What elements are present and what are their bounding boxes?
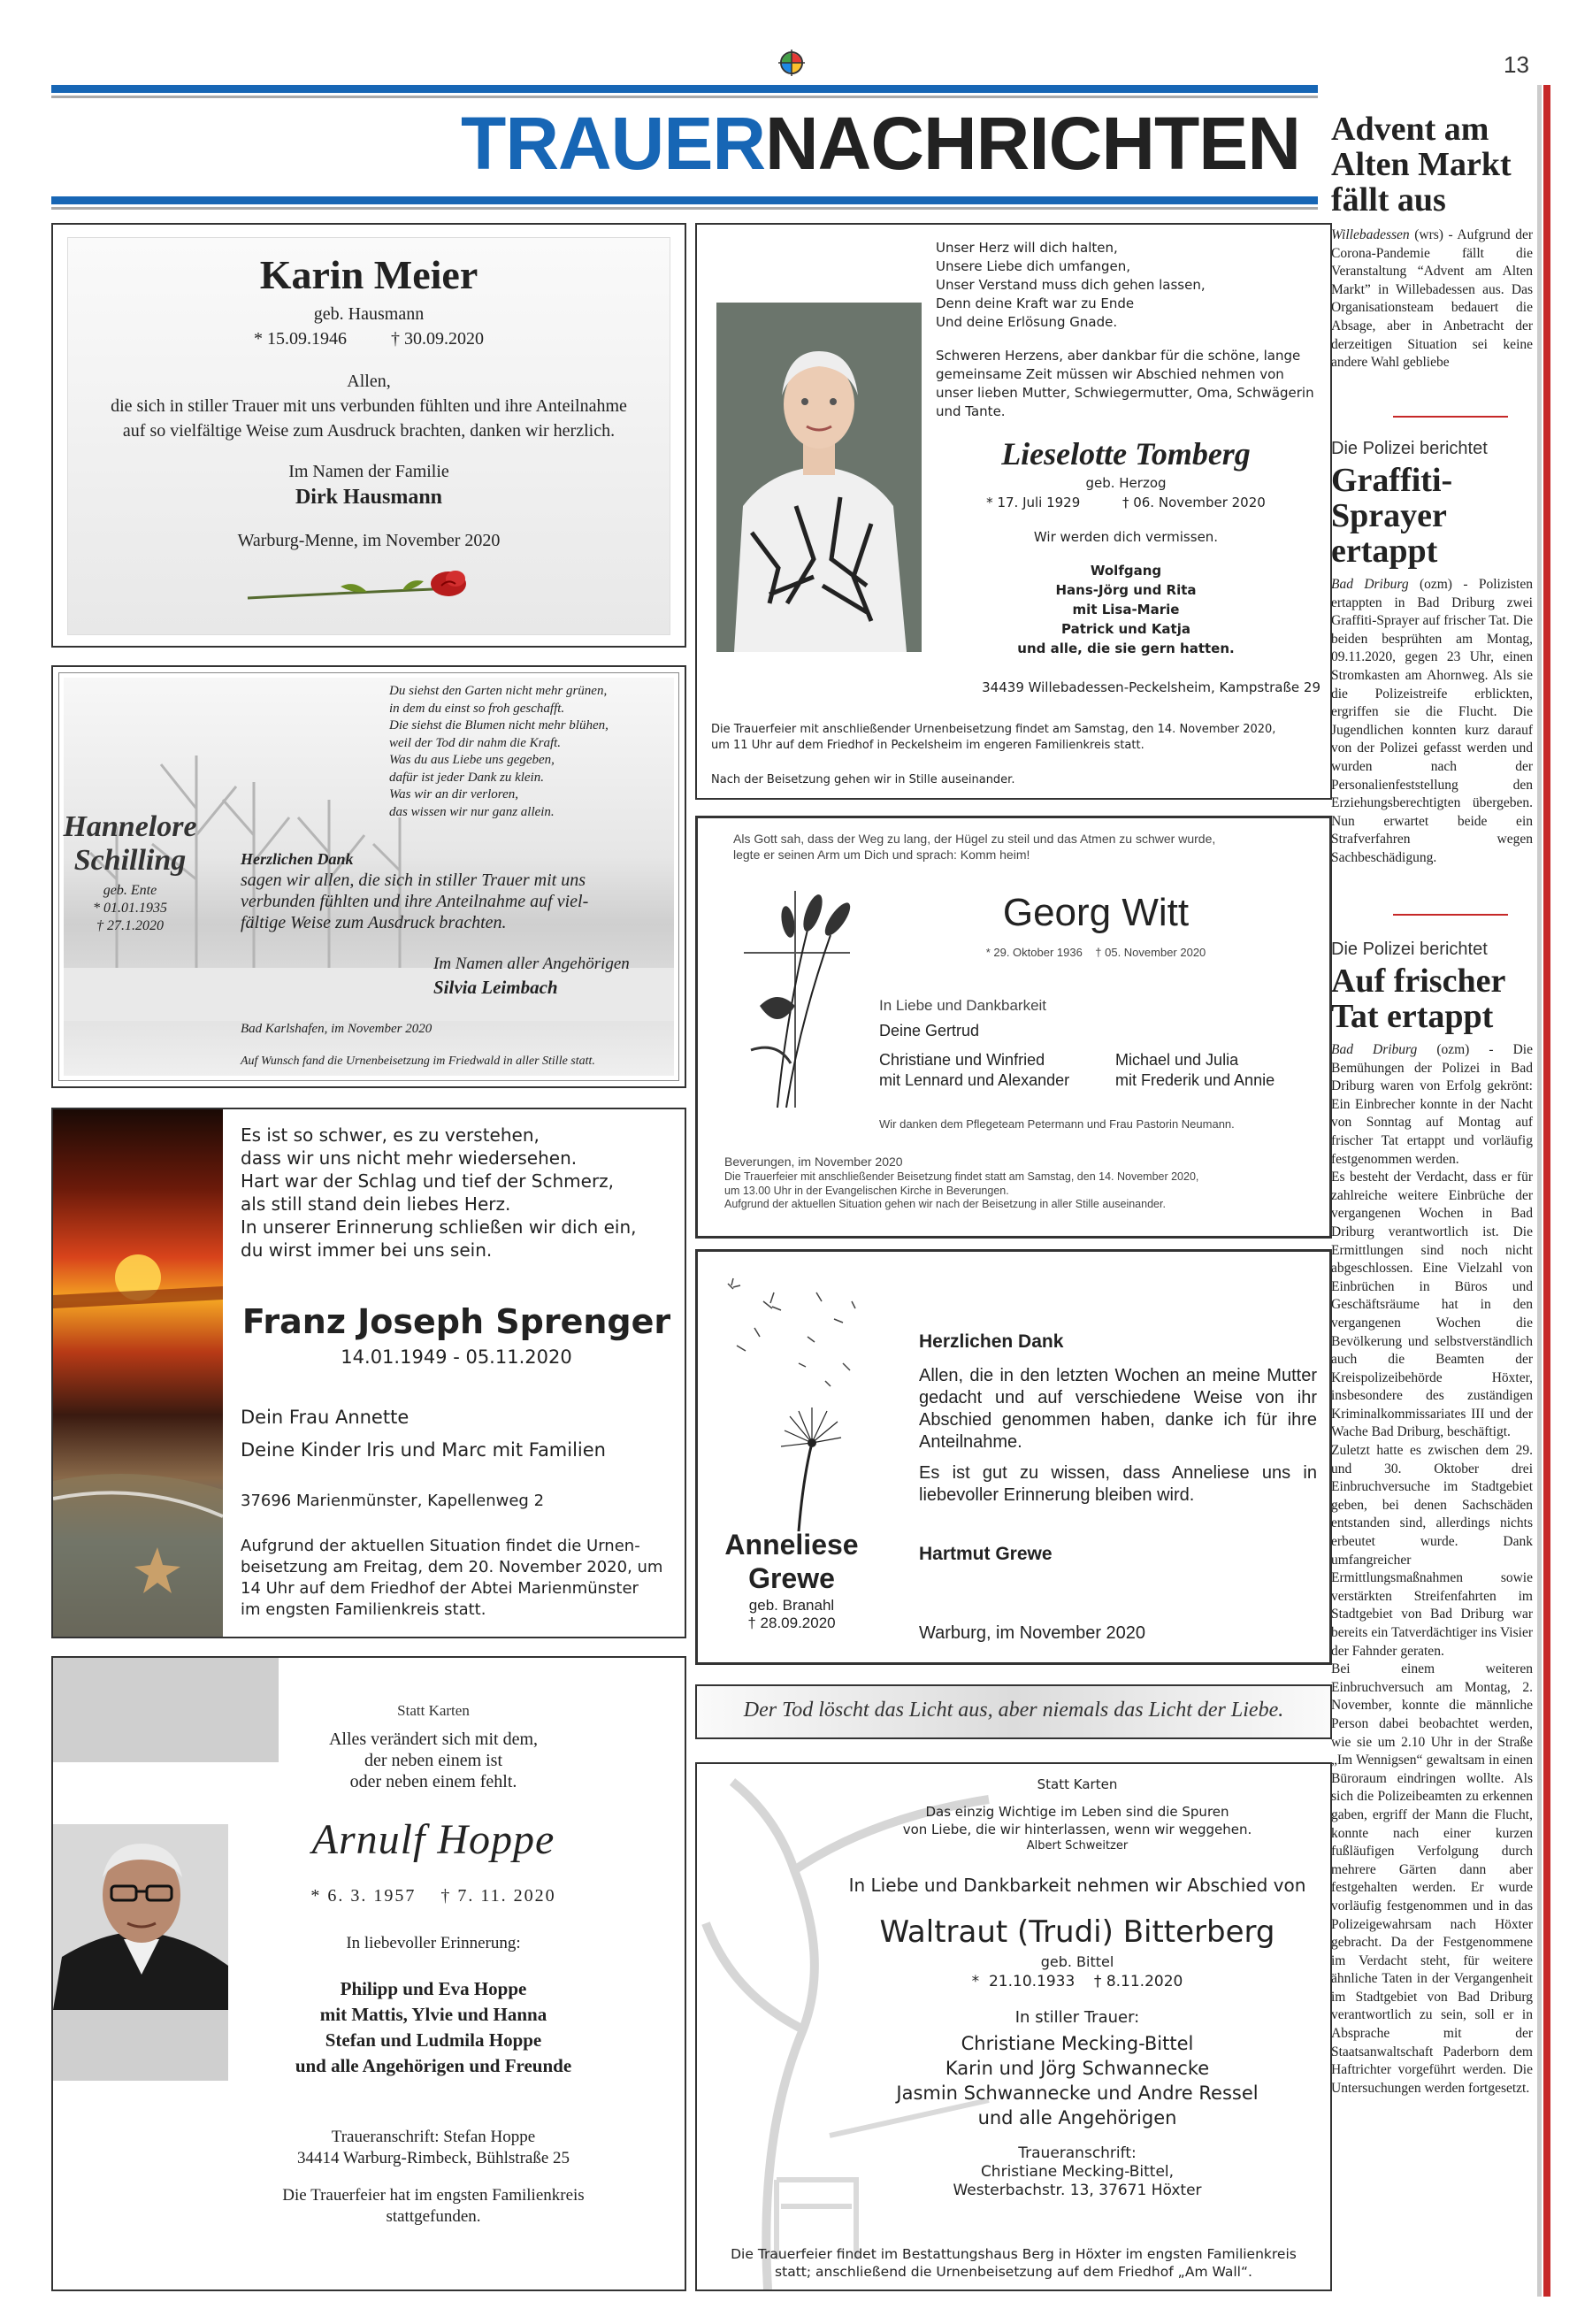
page-number: 13 [1504,51,1529,78]
graffiti-dateline: Bad Driburg [1331,577,1409,592]
witt-note: Die Trauerfeier mit anschließender Beisetzung findet statt am Samstag, den 14. November 2020, um 13.00 Uhr in der Evangelischen Kirche in Beverungen. Aufgrund der aktuellen Situation gehen wir nach der Beisetzung in aller Stille auseinander. [724,1170,1199,1210]
tomberg-miss: Wir werden dich vermissen. [1033,529,1219,545]
witt-name: Georg Witt [1002,891,1190,934]
sprenger-sunset-image [53,1109,223,1637]
sidebar-article-einbrecher [1331,940,1533,2098]
ad-hannelore-schilling [51,665,686,1088]
hoppe-name: Arnulf Hoppe [311,1816,555,1863]
advent-dateline: Willebadessen [1331,227,1410,242]
schilling-born-name: geb. Ente [103,883,157,898]
wheat-cross-icon [724,873,866,1112]
grewe-name: Anneliese Grewe [724,1529,859,1594]
ad-georg-witt [695,816,1332,1239]
witt-family-right: Michael und Julia mit Frederik und Annie [1115,1051,1275,1089]
tomberg-intro: Schweren Herzens, aber dankbar für die schöne, lange gemeinsame Zeit müssen wir Abschied nehmen von unser lieben Mutter, Schwiegermutter, Oma, Schwägerin und Tante. [936,348,1314,419]
sidebar-border-gray [1537,85,1542,2297]
masthead-part2: NACHRICHTEN [765,102,1300,185]
hoppe-poem: Alles verändert sich mit dem, der neben einem ist oder neben einem fehlt. [328,1730,539,1791]
tomberg-photo [716,303,922,652]
tomberg-dates: * 17. Juli 1929 † 06. November 2020 [986,495,1266,510]
grewe-died: † 28.09.2020 [747,1615,836,1631]
bitterberg-born-name: geb. Bittel [1040,1953,1114,1970]
bitterberg-name: Waltraut (Trudi) Bitterberg [879,1914,1275,1950]
grewe-signer: Hartmut Grewe [919,1544,1053,1564]
hoppe-label: Statt Karten [397,1702,470,1719]
ad-anneliese-grewe [695,1249,1332,1665]
tomberg-funeral: Die Trauerfeier mit anschließender Urnenbeisetzung findet am Samstag, den 14. November 2020, um 11 Uhr auf dem Friedhof in Peckelsheim im engeren Familienkreis statt. [711,723,1276,752]
schilling-name: Hannelore Schilling [63,810,197,877]
ad-karin-meier [51,223,686,648]
tomberg-born-name: geb. Herzog [1085,475,1167,491]
witt-intro: In Liebe und Dankbarkeit [879,997,1047,1014]
sprenger-dates: 14.01.1949 - 05.11.2020 [341,1346,572,1368]
ad-banner-quote [695,1684,1332,1739]
meier-text: Allen, die sich in stiller Trauer mit uns verbunden fühlten und ihre Anteilnahme auf so vielfältige Weise zum Ausdruck brachten, danken wir herzlich. [111,372,627,441]
bitterberg-address: Traueranschrift: Christiane Mecking-Bittel, Westerbachstr. 13, 37671 Höxter [953,2144,1202,2199]
meier-signer: Dirk Hausmann [295,486,443,509]
einbrecher-kicker: Die Polizei berichtet [1331,940,1488,959]
graffiti-headline: Graffiti- Sprayer ertappt [1331,462,1453,570]
schilling-note: Auf Wunsch fand die Urnenbeisetzung im Friedwald in aller Stille statt. [241,1055,595,1068]
grewe-place: Warburg, im November 2020 [919,1623,1146,1643]
tomberg-address: 34439 Willebadessen-Peckelsheim, Kampstraße 29 [982,679,1321,695]
graffiti-text: (ozm) - Polizisten ertappten in Bad Driburg zwei Graffiti-Sprayer auf frischer Tat. Die beiden besprühten am Montag, 09.11.2020, gegen 23 Uhr, einen Stromkasten am Ahornweg. Als sie die Polizeistreife erblickten, ergriffen sie die Flucht. Die Jugendlichen konnten kurz darauf von der Polizei gefasst werden und wurden nach der Personalienfeststellung den Erziehungsberechtigten übergeben. Nun erwartet beide ein Strafverfahren wegen Sachbeschädigung. [1331,577,1533,865]
sidebar-divider-1 [1393,416,1508,418]
sidebar-article-graffiti [1331,439,1533,868]
bitterberg-quote-author: Albert Schweitzer [1026,1839,1129,1852]
masthead-rule-thin [51,96,1318,98]
schilling-place: Bad Karlshafen, im November 2020 [241,1022,433,1036]
tomberg-note: Nach der Beisetzung gehen wir in Stille auseinander. [711,773,1015,786]
grewe-thanks-title: Herzlichen Dank [919,1331,1064,1352]
einbrecher-text1: (ozm) - Die Bemühungen der Polizei in Bad Driburg waren von Erfolg gekrönt: Ein Einbrecher konnte in der Nacht von Sonntag auf Montag auf frischer Tat ertappt und vorläufig festgenommen werden. [1331,1042,1533,1167]
sprenger-address: 37696 Marienmünster, Kapellenweg 2 [241,1492,545,1510]
witt-quote: Als Gott sah, dass der Weg zu lang, der Hügel zu steil und das Atmen zu schwer wurde, legte er seinen Arm um Dich und sprach: Komm heim! [733,832,1216,862]
ad-waltraut-bitterberg [695,1762,1332,2291]
bitterberg-note: Die Trauerfeier findet im Bestattungshaus Berg in Höxter im engsten Familienkreis statt; anschließend die Urnenbeisetzung auf dem Friedhof „Am Wall“. [731,2246,1297,2280]
ad-arnulf-hoppe [51,1656,686,2291]
meier-name: Karin Meier [259,252,478,297]
schilling-thanks-title: Herzlichen Dank [241,850,354,868]
einbrecher-dateline: Bad Driburg [1331,1042,1418,1057]
rose-icon [243,561,509,614]
einbrecher-headline: Auf frischer Tat ertappt [1331,963,1506,1035]
schilling-thanks: sagen wir allen, die sich in stiller Trauer mit uns verbunden fühlten und ihre Anteilnahme auf viel- fältige Weise zum Ausdruck brachten. [241,871,589,932]
masthead-part1: TRAUER [461,102,766,185]
sprenger-poem: Es ist so schwer, es zu verstehen, dass wir uns nicht mehr wiedersehen. Hart war der Schlag und tief der Schmerz, als still stand dein liebes Herz. In unserer Erinnerung schließen wir dich ein, du wirst immer bei uns sein. [241,1124,637,1261]
tomberg-poem: Unser Herz will dich halten, Unsere Liebe dich umfangen, Unser Verstand muss dich gehen lassen, Denn deine Kraft war zu Ende Und deine Erlösung Gnade. [936,240,1206,330]
bitterberg-intro: In Liebe und Dankbarkeit nehmen wir Abschied von [848,1875,1306,1896]
sidebar-divider-2 [1393,914,1508,916]
graffiti-body [1331,576,1533,868]
masthead-title [416,99,1300,188]
grewe-born-name: geb. Branahl [748,1597,835,1614]
sprenger-family: Dein Frau Annette Deine Kinder Iris und Marc mit Familien [241,1407,606,1461]
starfish-beach-icon [53,1109,223,1637]
masthead-rule-bottom [51,196,1318,204]
meier-place: Warburg-Menne, im November 2020 [237,531,501,550]
witt-spouse: Deine Gertrud [879,1022,980,1039]
schilling-signer: Silvia Leimbach [433,977,558,998]
hoppe-intro: In liebevoller Erinnerung: [346,1934,521,1952]
witt-thanks: Wir danken dem Pflegeteam Petermann und Frau Pastorin Neumann. [879,1117,1235,1131]
hoppe-dates: * 6. 3. 1957 † 7. 11. 2020 [310,1886,556,1906]
advent-text: (wrs) - Aufgrund der Corona-Pandemie fällt die Veranstaltung “Advent am Alten Markt” in Willebadessen aus. Das Organisationsteam bedauert die Absage, aber in Anbetracht der derzeitigen Situation sei keine andere Wahl gebliebe [1331,227,1533,371]
sidebar-border-red [1543,85,1550,2297]
schilling-born: * 01.01.1935 [93,901,167,916]
einbrecher-body1 [1331,1041,1533,1169]
sprenger-name: Franz Joseph Sprenger [241,1302,671,1341]
witt-family-left: Christiane und Winfried mit Lennard und Alexander [879,1051,1070,1089]
schilling-poem: Du siehst den Garten nicht mehr grünen, in dem du einst so froh geschafft. Die siehst die Blumen nicht mehr blühen, weil der Tod dir nahm die Kraft. Was du aus Liebe uns gegeben, dafür ist jeder Dank zu klein. Was wir an dir verloren, das wissen wir nur ganz allein. [389,684,609,819]
schilling-died: † 27.1.2020 [96,918,164,933]
banner-text: Der Tod löscht das Licht aus, aber niemals das Licht der Liebe. [743,1699,1284,1722]
masthead-rule-thin-bottom [51,207,1318,210]
grewe-text1: Allen, die in den letzten Wochen an meine Mutter gedacht und auf verschiedene Weise von ihr Abschied genommen haben, danke ich für ihre Anteilnahme. [919,1366,1317,1452]
grewe-text2: Es ist gut zu wissen, dass Anneliese uns in liebevoller Erinnerung bleiben wird. [919,1463,1317,1505]
ad-lieselotte-tomberg [695,223,1332,800]
meier-born-name: geb. Hausmann [313,304,425,324]
masthead-rule-top [51,85,1318,93]
witt-place: Beverungen, im November 2020 [724,1154,903,1169]
advent-headline: Advent am Alten Markt fällt aus [1331,111,1512,219]
hoppe-family: Philipp und Eva Hoppe mit Mattis, Ylvie und Hanna Stefan und Ludmila Hoppe und alle Angehörigen und Freunde [295,1978,572,2076]
advent-body [1331,226,1533,372]
bitterberg-family: Christiane Mecking-Bittel Karin und Jörg Schwannecke Jasmin Schwannecke und Andre Ressel und alle Angehörigen [896,2033,1259,2128]
einbrecher-body3: Zuletzt hatte es zwischen dem 29. und 30. Oktober drei Einbruchversuche im Stadtgebiet geben, bei denen Sachschäden entstanden sind, allerdings nichts erbeutet wurde. Dank umfangreicher Ermittlungsmaßnahmen sowie verstärkten Streifenfahrten im Stadtgebiet von Bad Driburg war bereits ein Tatverdächtiger ins Visier der Fahnder geraten. [1331,1443,1533,1659]
sidebar-article-advent [1331,111,1533,372]
ad-franz-joseph-sprenger [51,1108,686,1638]
bitterberg-dates: * 21.10.1933 † 8.11.2020 [971,1973,1183,1990]
schilling-family-intro: Im Namen aller Angehörigen [433,955,630,973]
dandelion-icon [710,1266,887,1531]
einbrecher-body2: Es besteht der Verdacht, dass er für zahlreiche weitere Einbrüche der vergangenen Wochen in Bad Driburg verantwortlich ist. Die Ermittlungen sind noch nicht abgeschlossen. Eine Vielzahl von Einbrüchen in Büros und Geschäftsräume hat in den vergangenen Wochen die Bevölkerung und selbstverständlich auch die Beamten der Kreispolizeibehörde Höxter, insbesondere des zuständigen Kriminalkommissariates III und der Wache Bad Driburg, beschäftigt. [1331,1170,1533,1440]
bitterberg-mourning-intro: In stiller Trauer: [1014,2008,1140,2027]
bitterberg-quote: Das einzig Wichtige im Leben sind die Spuren von Liebe, die wir hinterlassen, wenn wir weggehen. [902,1804,1252,1837]
tomberg-name: Lieselotte Tomberg [1001,436,1251,472]
registration-mark-icon [778,50,805,76]
witt-dates: * 29. Oktober 1936 † 05. November 2020 [985,946,1206,959]
tomberg-family: Wolfgang Hans-Jörg und Rita mit Lisa-Marie Patrick und Katja und alle, die sie gern hatten. [1017,563,1235,656]
hoppe-address: Traueranschrift: Stefan Hoppe 34414 Warburg-Rimbeck, Bühlstraße 25 [296,2128,570,2167]
einbrecher-body4: Bei einem weiteren Einbruchversuch am Montag, 2. November, konnte die männliche Person dabei beobachtet werden, wie sie um 2.10 Uhr in der Straße „Im Wennigsen“ gewaltsam in einen Büroraum eindringen wollte. Als sich die Polizeibeamten zu erkennen gaben, ergriff der Mann die Flucht, konnte nach einer kurzen fußläufigen Verfolgung durch mehrere Gärten dann aber festgehalten werden. Er wurde vorläufig festgenommen und in das Polizeigewahrsam nach Höxter gebracht. Da der Festgenommene im Verdacht steht, für weitere ähnliche Taten in der Vergangenheit im Stadtgebiet von Bad Driburg verantwortlich zu sein, soll er in Absprache mit der Staatsanwaltschaft Paderborn dem Haftrichter vorgeführt werden. Die Untersuchungen werden fortgesetzt. [1331,1661,1533,2096]
sprenger-note: Aufgrund der aktuellen Situation findet die Urnen- beisetzung am Freitag, dem 20. November 2020, um 14 Uhr auf dem Friedhof der Abtei Marienmünster im engsten Familienkreis statt. [241,1537,663,1619]
meier-dates: * 15.09.1946 † 30.09.2020 [254,329,484,349]
graffiti-kicker: Die Polizei berichtet [1331,439,1488,458]
meier-family-intro: Im Namen der Familie [288,462,449,481]
hoppe-note: Die Trauerfeier hat im engsten Familienkreis stattgefunden. [282,2186,585,2226]
bitterberg-label: Statt Karten [1037,1776,1118,1792]
portrait-woman-icon [716,303,922,652]
